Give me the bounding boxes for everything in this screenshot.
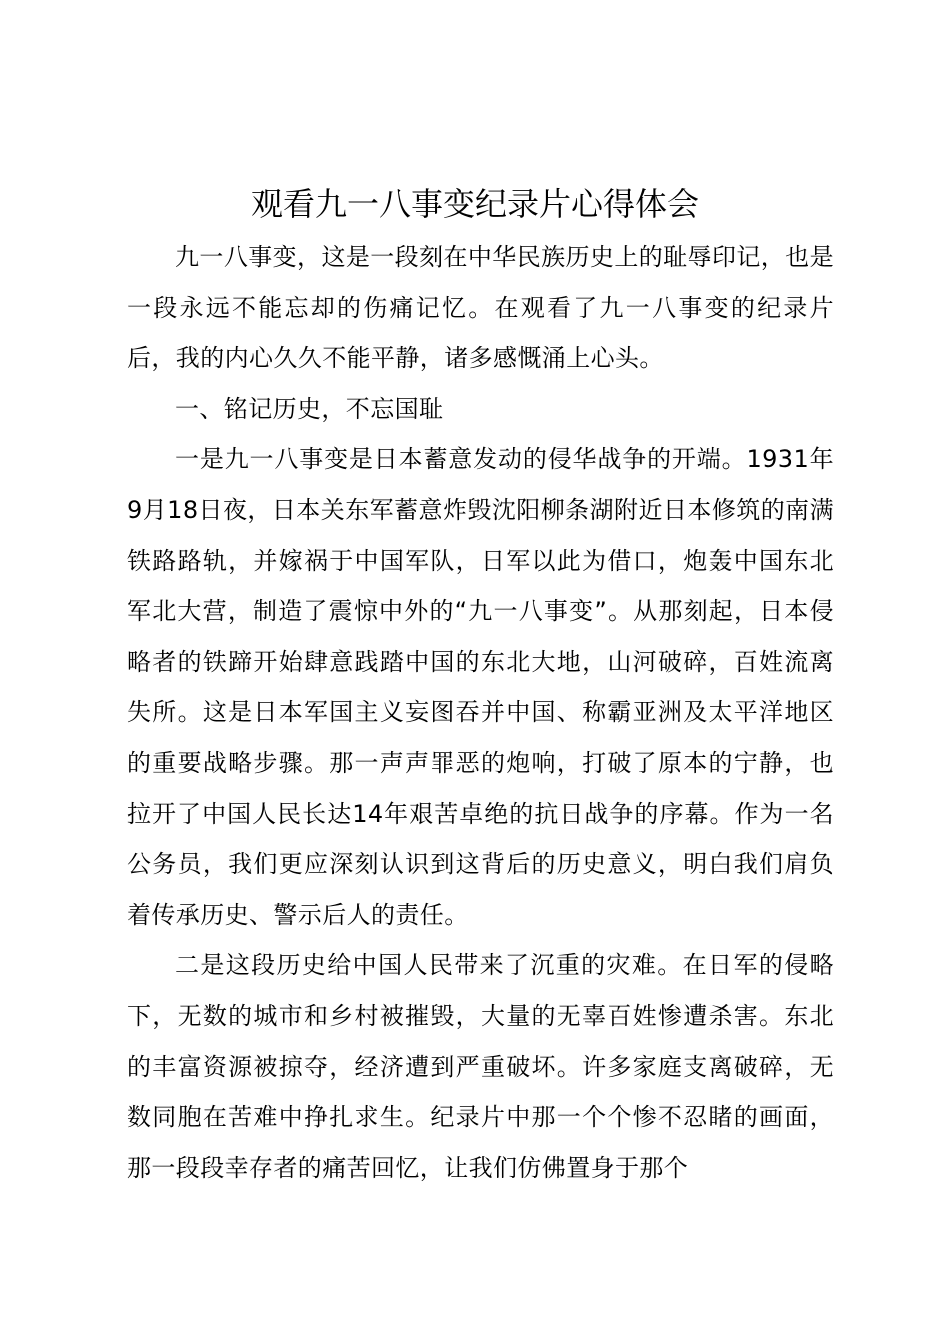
section-heading: 一、铭记历史，不忘国耻 bbox=[175, 394, 444, 423]
body-paragraph: 一是九一八事变是日本蓄意发动的侵华战争的开端。1931年9月18日夜，日本关东军蓄意炸毁沈阳柳条湖附近日本修筑的南满铁路路轨，并嫁祸于中国军队，日军以此为借口，炮轰中国东北军北大营，制造了震惊中外的“九一八事变”。从那刻起，日本侵略者的铁蹄开始肆意践踏中国的东北大地，山河破碎，百姓流离失所。这是日本军国主义妄图吞并中国、称霸亚洲及太平洋地区的重要战略步骤。那一声声罪恶的炮响，打破了原本的宁静，也拉开了中国人民长达14年艰苦卓绝的抗日战争的序幕。作为一名公务员，我们更应深刻认识到这背后的历史意义，明白我们肩负着传承历史、警示后人的责任。 bbox=[127, 445, 834, 929]
document-body bbox=[127, 232, 834, 1193]
body-paragraph: 二是这段历史给中国人民带来了沉重的灾难。在日军的侵略下，无数的城市和乡村被摧毁，大量的无辜百姓惨遭杀害。东北的丰富资源被掠夺，经济遭到严重破坏。许多家庭支离破碎，无数同胞在苦难中挣扎求生。纪录片中那一个个惨不忍睹的画面，那一段段幸存者的痛苦回忆，让我们仿佛置身于那个 bbox=[127, 951, 834, 1182]
intro-paragraph: 九一八事变，这是一段刻在中华民族历史上的耻辱印记，也是一段永远不能忘却的伤痛记忆。在观看了九一八事变的纪录片后，我的内心久久不能平静，诸多感慨涌上心头。 bbox=[127, 243, 834, 373]
document-title: 观看九一八事变纪录片心得体会 bbox=[250, 185, 699, 223]
